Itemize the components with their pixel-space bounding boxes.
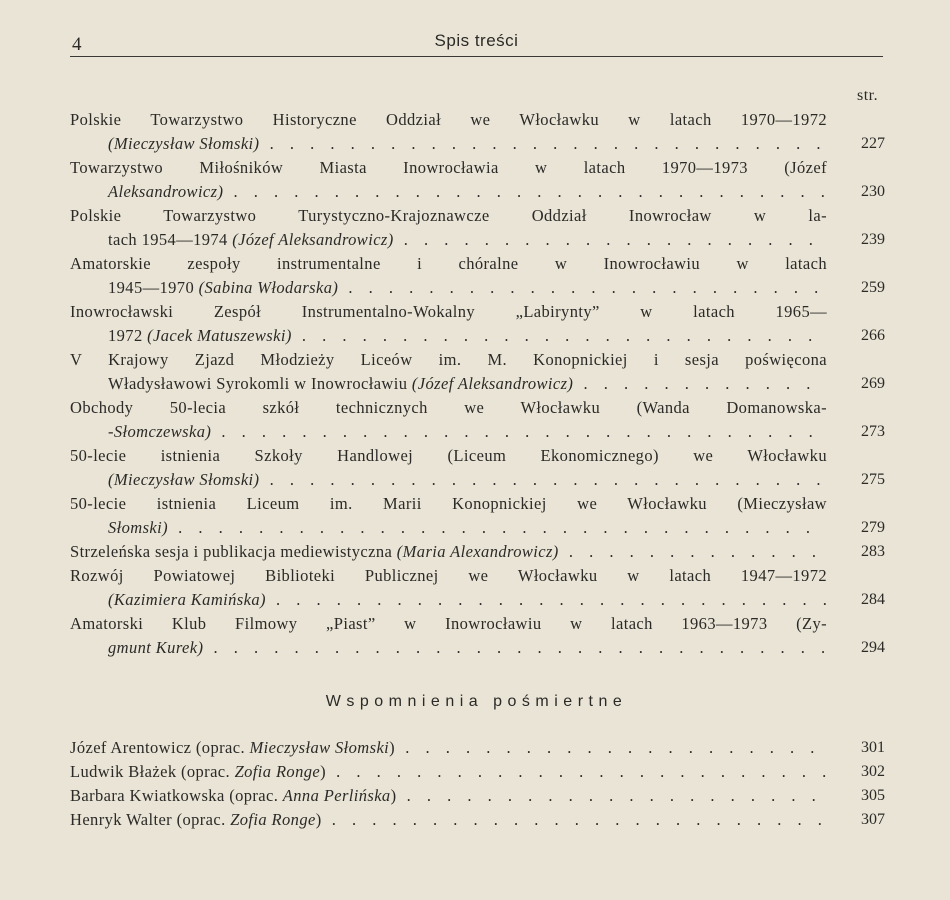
entry-page-number: 279 bbox=[861, 519, 885, 536]
entry-title-continuation bbox=[70, 636, 827, 660]
entry-page-number: 259 bbox=[861, 279, 885, 296]
entry-page-number: 269 bbox=[861, 375, 885, 392]
entry-title-line: Barbara Kwiatkowska (oprac. Anna Perlińska) . . . bbox=[70, 784, 827, 808]
entry-page-number: 301 bbox=[861, 739, 885, 756]
toc-entry bbox=[70, 444, 885, 492]
entry-title-continuation: 1972 (Jacek Matuszewski) . . . bbox=[70, 324, 827, 348]
toc-entry bbox=[70, 540, 885, 564]
entry-title-line: 50-lecie istnienia Szkoły Handlowej (Liceum Ekonomicznego) we Włocławku bbox=[70, 446, 827, 465]
entry-title-line: Henryk Walter (oprac. Zofia Ronge) . . . bbox=[70, 808, 827, 832]
entry-author: (Mieczysław Słomski) bbox=[108, 134, 260, 153]
entry-page-number: 294 bbox=[861, 639, 885, 656]
entry-title-continuation bbox=[70, 468, 827, 492]
entry-author: Zofia Ronge bbox=[230, 810, 316, 829]
toc-entry bbox=[70, 808, 885, 832]
entry-author: (Józef Aleksandrowicz) bbox=[411, 374, 574, 393]
entry-title-line: Rozwój Powiatowej Biblioteki Publicznej we Włocławku w latach 1947—1972 bbox=[70, 566, 827, 585]
page-number: 4 bbox=[72, 34, 82, 55]
toc-entry bbox=[70, 564, 885, 612]
entry-title-continuation: 1945—1970 (Sabina Włodarska) . . . bbox=[70, 276, 827, 300]
page-column-label: str. bbox=[857, 87, 879, 104]
toc-entry bbox=[70, 612, 885, 660]
toc-entry bbox=[70, 348, 885, 396]
entry-title-continuation bbox=[70, 132, 827, 156]
entry-author: gmunt Kurek) bbox=[108, 638, 204, 657]
toc-entry bbox=[70, 396, 885, 444]
entry-title-line: Amatorski Klub Filmowy „Piast” w Inowrocławiu w latach 1963—1973 (Zy- bbox=[70, 614, 827, 633]
entry-author: (Józef Aleksandrowicz) bbox=[232, 230, 394, 249]
entry-title-line: Polskie Towarzystwo Turystyczno-Krajoznawcze Oddział Inowrocław w la- bbox=[70, 206, 827, 225]
entry-page-number: 307 bbox=[861, 811, 885, 828]
obituaries-list bbox=[70, 736, 885, 832]
toc-entry bbox=[70, 156, 885, 204]
entry-author: (Kazimiera Kamińska) bbox=[108, 590, 266, 609]
entry-title-continuation bbox=[70, 588, 827, 612]
entry-page-number: 284 bbox=[861, 591, 885, 608]
toc-entry bbox=[70, 784, 885, 808]
entry-page-number: 283 bbox=[861, 543, 885, 560]
entry-author: -Słomczewska) bbox=[108, 422, 212, 441]
toc-entry bbox=[70, 108, 885, 156]
entry-title-continuation bbox=[70, 180, 827, 204]
entry-title-line: V Krajowy Zjazd Młodzieży Liceów im. M. Konopnickiej i sesja poświęcona bbox=[70, 350, 827, 369]
entry-author: Zofia Ronge bbox=[234, 762, 321, 781]
entry-author: Mieczysław Słomski bbox=[249, 738, 390, 757]
entry-title-line: Towarzystwo Miłośników Miasta Inowrocławia w latach 1970—1973 (Józef bbox=[70, 158, 827, 177]
page-header bbox=[70, 28, 883, 56]
entry-page-number: 275 bbox=[861, 471, 885, 488]
header-rule bbox=[70, 56, 883, 57]
toc-entry bbox=[70, 204, 885, 252]
table-of-contents bbox=[70, 108, 885, 660]
toc-entry bbox=[70, 300, 885, 348]
entry-author: (Jacek Matuszewski) bbox=[147, 326, 292, 345]
running-title: Spis treści bbox=[434, 31, 519, 50]
entry-author: Aleksandrowicz) bbox=[108, 182, 224, 201]
entry-title-line: Obchody 50-lecia szkół technicznych we Włocławku (Wanda Domanowska- bbox=[70, 398, 827, 417]
entry-page-number: 302 bbox=[861, 763, 885, 780]
entry-title-continuation: tach 1954—1974 (Józef Aleksandrowicz) . . . bbox=[70, 228, 827, 252]
entry-page-number: 273 bbox=[861, 423, 885, 440]
entry-title-line: Inowrocławski Zespół Instrumentalno-Wokalny „Labirynty” w latach 1965— bbox=[70, 302, 827, 321]
entry-author: (Mieczysław Słomski) bbox=[108, 470, 260, 489]
entry-title-line: Amatorskie zespoły instrumentalne i chóralne w Inowrocławiu w latach bbox=[70, 254, 827, 273]
entry-page-number: 266 bbox=[861, 327, 885, 344]
entry-author: (Maria Alexandrowicz) bbox=[396, 542, 559, 561]
toc-entry bbox=[70, 760, 885, 784]
section-heading: Wspomnienia pośmiertne bbox=[325, 693, 628, 710]
entry-author: Anna Perlińska bbox=[282, 786, 391, 805]
entry-page-number: 227 bbox=[861, 135, 885, 152]
toc-entry bbox=[70, 492, 885, 540]
toc-entry bbox=[70, 252, 885, 300]
entry-title-line: Strzeleńska sesja i publikacja mediewistyczna (Maria Alexandrowicz) . . . bbox=[70, 540, 827, 564]
entry-title-continuation bbox=[70, 420, 827, 444]
entry-page-number: 305 bbox=[861, 787, 885, 804]
entry-title-line: Ludwik Błażek (oprac. Zofia Ronge) . . . bbox=[70, 760, 827, 784]
toc-entry bbox=[70, 736, 885, 760]
entry-title-continuation bbox=[70, 516, 827, 540]
entry-page-number: 230 bbox=[861, 183, 885, 200]
entry-author: Słomski) bbox=[108, 518, 169, 537]
entry-title-line: Józef Arentowicz (oprac. Mieczysław Słomski) . . . bbox=[70, 736, 827, 760]
entry-title-line: 50-lecie istnienia Liceum im. Marii Konopnickiej we Włocławku (Mieczysław bbox=[70, 494, 827, 513]
entry-page-number: 239 bbox=[861, 231, 885, 248]
entry-title-continuation: Władysławowi Syrokomli w Inowrocławiu (Józef Aleksandrowicz) . . . bbox=[70, 372, 827, 396]
entry-author: (Sabina Włodarska) bbox=[198, 278, 339, 297]
entry-title-line: Polskie Towarzystwo Historyczne Oddział we Włocławku w latach 1970—1972 bbox=[70, 110, 827, 129]
